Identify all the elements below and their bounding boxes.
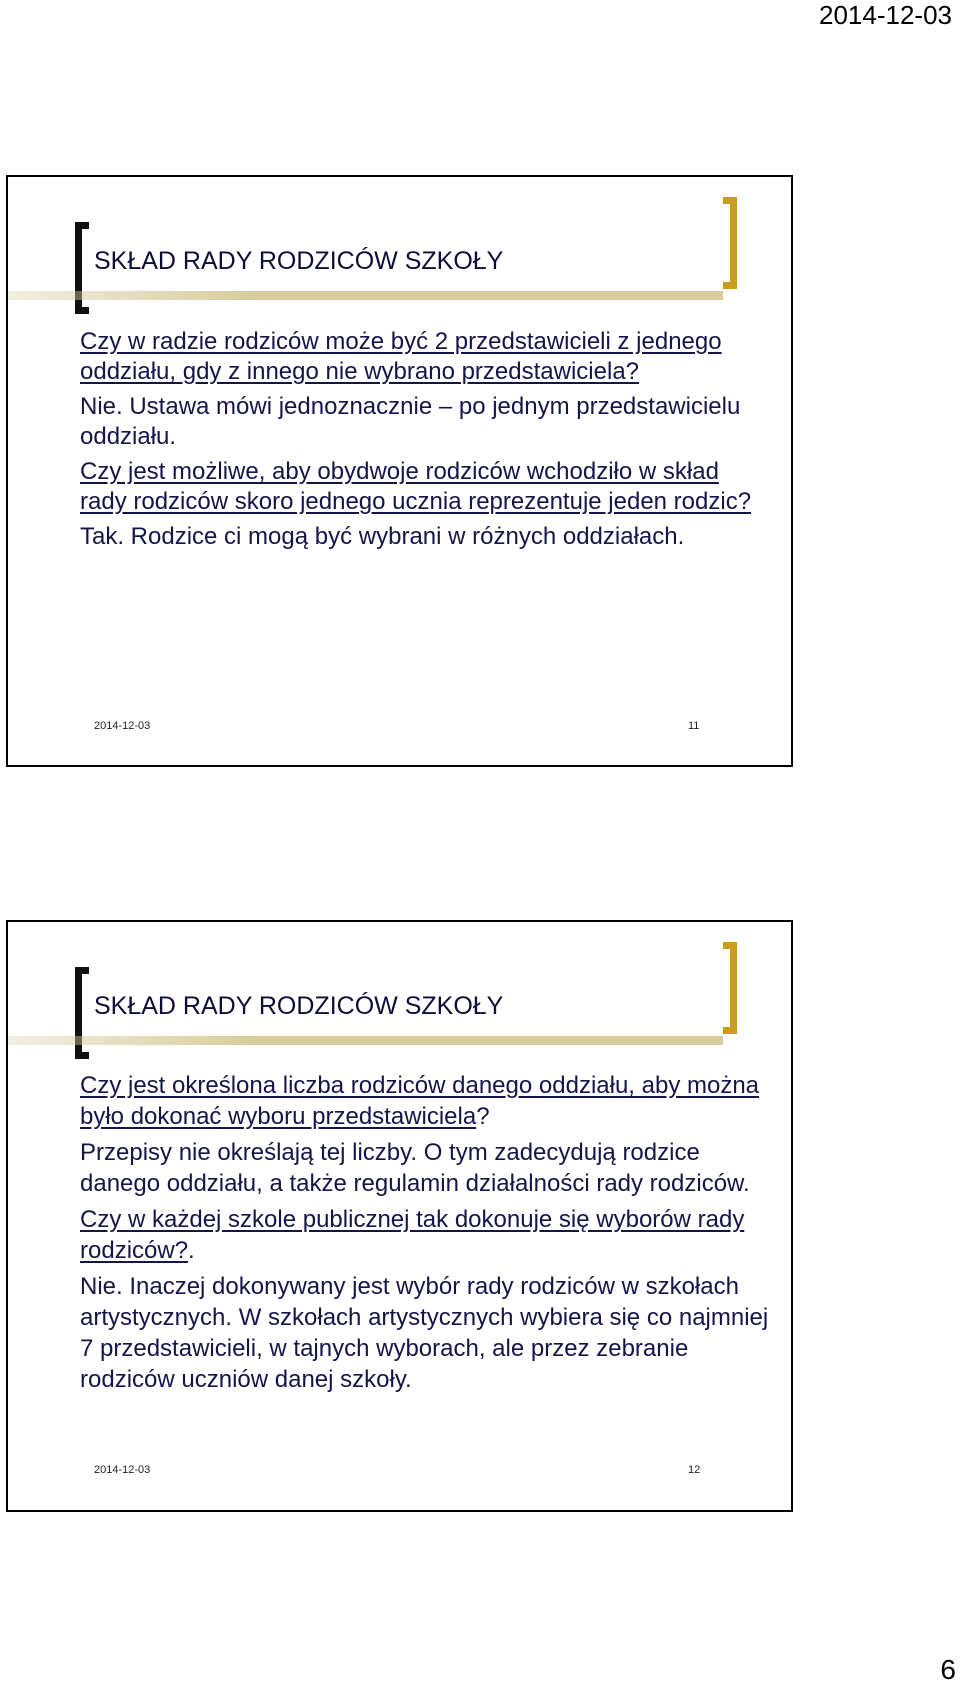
slide-11 [6,175,793,767]
slide-body [80,1070,770,1400]
right-bracket-decoration [723,942,737,1034]
question-2-text: Czy w każdej szkole publicznej tak dokonuje się wyborów rady rodziców? [80,1206,745,1264]
question-1-mark: ? [476,1103,490,1130]
slide-12 [6,920,793,1512]
title-underline-rule [8,291,723,300]
slide-number: 11 [688,720,700,732]
question-2: Czy jest możliwe, aby obydwoje rodziców wchodziło w skład rady rodziców skoro jednego ucznia reprezentuje jeden rodzic? [80,458,752,515]
question-2-mark: . [188,1237,195,1264]
question-1-text: Czy jest określona liczba rodziców danego oddziału, aby można było dokonać wyboru przedstawiciela [80,1072,760,1130]
slide-title: SKŁAD RADY RODZICÓW SZKOŁY [94,992,504,1020]
answer-1: Nie. Ustawa mówi jednoznacznie – po jednym przedstawicielu oddziału. [80,393,741,450]
answer-2: Tak. Rodzice ci mogą być wybrani w różnych oddziałach. [80,523,685,550]
right-bracket-decoration [723,197,737,289]
answer-2: Nie. Inaczej dokonywany jest wybór rady rodziców w szkołach artystycznych. W szkołach artystycznych wybiera się co najmniej 7 przedstawicieli, w tajnych wyborach, ale przez zebranie rodziców uczniów danej szkoły. [80,1273,769,1393]
slide-footer-date: 2014-12-03 [94,720,151,732]
slide-number: 12 [688,1464,701,1476]
left-bracket-decoration [75,967,89,1059]
slide-title: SKŁAD RADY RODZICÓW SZKOŁY [94,247,504,275]
page-number: 6 [940,1654,956,1685]
slide-footer-date: 2014-12-03 [94,1464,151,1476]
title-underline-rule [8,1036,723,1045]
answer-1: Przepisy nie określają tej liczby. O tym zadecydują rodzice danego oddziału, a także regulamin działalności rady rodziców. [80,1139,750,1197]
left-bracket-decoration [75,222,89,314]
question-1: Czy w radzie rodziców może być 2 przedstawicieli z jednego oddziału, gdy z innego nie wybrano przedstawiciela? [80,328,722,385]
page-header-date: 2014-12-03 [819,0,952,30]
question-1 [80,1070,770,1132]
question-2 [80,1204,770,1266]
slide-body [80,327,770,557]
